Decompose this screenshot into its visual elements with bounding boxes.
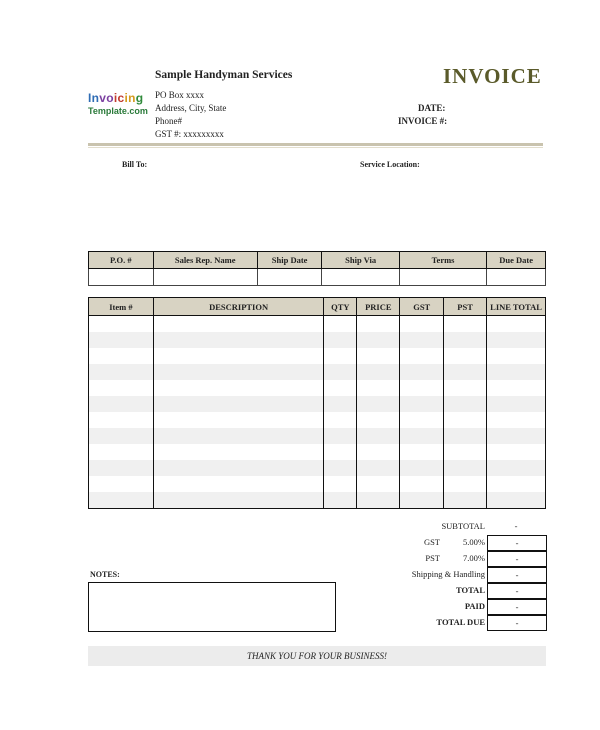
date-label: DATE: — [418, 103, 446, 113]
table-row — [89, 444, 546, 460]
item-number-cell[interactable] — [89, 364, 154, 380]
table-row — [89, 364, 546, 380]
description-cell[interactable] — [153, 380, 324, 396]
notes-field[interactable] — [88, 582, 336, 632]
header-divider — [88, 143, 543, 146]
price-cell[interactable] — [357, 316, 400, 333]
gst-cell[interactable] — [400, 428, 444, 444]
price-header: PRICE — [357, 298, 400, 316]
subtotal-value: - — [514, 521, 518, 531]
pst-cell[interactable] — [444, 412, 487, 428]
pst-rate: 7.00% — [463, 553, 485, 563]
thank-you-banner: THANK YOU FOR YOUR BUSINESS! — [88, 646, 546, 666]
company-name: Sample Handyman Services — [155, 69, 293, 81]
price-cell[interactable] — [357, 412, 400, 428]
terms-cell[interactable] — [399, 269, 486, 286]
ship-date-header: Ship Date — [257, 252, 322, 269]
table-row — [89, 428, 546, 444]
line-total-cell[interactable] — [487, 364, 546, 380]
table-row — [89, 348, 546, 364]
qty-cell[interactable] — [324, 380, 357, 396]
address-line: GST #: xxxxxxxxx — [155, 129, 224, 139]
total-due-value: - — [487, 615, 547, 631]
qty-header: QTY — [324, 298, 357, 316]
qty-cell[interactable] — [324, 396, 357, 412]
qty-cell[interactable] — [324, 412, 357, 428]
paid-value[interactable]: - — [487, 599, 547, 615]
total-value: - — [487, 583, 547, 599]
line-total-cell[interactable] — [487, 460, 546, 476]
ship-via-cell[interactable] — [322, 269, 399, 286]
gst-cell[interactable] — [400, 492, 444, 509]
due-date-cell[interactable] — [487, 269, 546, 286]
description-cell[interactable] — [153, 316, 324, 333]
item-number-cell[interactable] — [89, 332, 154, 348]
price-cell[interactable] — [357, 476, 400, 492]
table-row — [89, 460, 546, 476]
qty-cell[interactable] — [324, 460, 357, 476]
description-cell[interactable] — [153, 476, 324, 492]
table-row — [89, 412, 546, 428]
item-number-cell[interactable] — [89, 476, 154, 492]
pst-cell[interactable] — [444, 444, 487, 460]
gst-cell[interactable] — [400, 364, 444, 380]
address-line: PO Box xxxx — [155, 90, 205, 100]
item-number-cell[interactable] — [89, 460, 154, 476]
line-total-cell[interactable] — [487, 316, 546, 333]
pst-cell[interactable] — [444, 332, 487, 348]
item-number-cell[interactable] — [89, 348, 154, 364]
table-row — [89, 316, 546, 333]
line-items-table — [88, 297, 546, 509]
table-row — [89, 476, 546, 492]
paid-label: PAID — [464, 601, 485, 611]
item-number-cell[interactable] — [89, 492, 154, 509]
line-total-cell[interactable] — [487, 380, 546, 396]
description-cell[interactable] — [153, 396, 324, 412]
gst-cell[interactable] — [400, 444, 444, 460]
sales-rep-cell[interactable] — [153, 269, 257, 286]
item-number-cell[interactable] — [89, 444, 154, 460]
item-number-cell[interactable] — [89, 316, 154, 333]
line-total-cell[interactable] — [487, 428, 546, 444]
notes-label: NOTES: — [90, 570, 120, 579]
qty-cell[interactable] — [324, 428, 357, 444]
pst-cell[interactable] — [444, 396, 487, 412]
gst-value[interactable]: - — [487, 535, 547, 551]
pst-cell[interactable] — [444, 348, 487, 364]
qty-cell[interactable] — [324, 332, 357, 348]
sales-rep-header: Sales Rep. Name — [153, 252, 257, 269]
price-cell[interactable] — [357, 444, 400, 460]
description-cell[interactable] — [153, 444, 324, 460]
line-total-cell[interactable] — [487, 412, 546, 428]
pst-header: PST — [444, 298, 487, 316]
subtotal-label: SUBTOTAL — [441, 521, 485, 531]
bill-to-label: Bill To: — [122, 160, 148, 169]
gst-cell[interactable] — [400, 316, 444, 333]
gst-label: GST — [423, 537, 440, 547]
pst-cell[interactable] — [444, 380, 487, 396]
gst-cell[interactable] — [400, 476, 444, 492]
logo-line-1: Invoicing — [88, 91, 144, 105]
qty-cell[interactable] — [324, 348, 357, 364]
line-total-cell[interactable] — [487, 444, 546, 460]
due-date-header: Due Date — [487, 252, 546, 269]
qty-cell[interactable] — [324, 476, 357, 492]
description-cell[interactable] — [153, 492, 324, 509]
item-number-cell[interactable] — [89, 380, 154, 396]
qty-cell[interactable] — [324, 364, 357, 380]
line-total-cell[interactable] — [487, 396, 546, 412]
order-info-table — [88, 251, 546, 286]
terms-header: Terms — [399, 252, 486, 269]
po-number-header: P.O. # — [89, 252, 154, 269]
item-number-header: Item # — [89, 298, 154, 316]
price-cell[interactable] — [357, 348, 400, 364]
ship-via-header: Ship Via — [322, 252, 399, 269]
pst-cell[interactable] — [444, 364, 487, 380]
price-cell[interactable] — [357, 492, 400, 509]
pst-value[interactable]: - — [487, 551, 547, 567]
service-location-label: Service Location: — [360, 160, 420, 169]
pst-cell[interactable] — [444, 316, 487, 333]
address-line: Address, City, State — [155, 103, 227, 113]
description-cell[interactable] — [153, 332, 324, 348]
gst-cell[interactable] — [400, 332, 444, 348]
description-cell[interactable] — [153, 412, 324, 428]
description-cell[interactable] — [153, 428, 324, 444]
pst-cell[interactable] — [444, 460, 487, 476]
qty-cell[interactable] — [324, 316, 357, 333]
price-cell[interactable] — [357, 380, 400, 396]
table-row — [89, 492, 546, 509]
shipping-label: Shipping & Handling — [411, 569, 485, 579]
qty-cell[interactable] — [324, 444, 357, 460]
price-cell[interactable] — [357, 460, 400, 476]
gst-header: GST — [400, 298, 444, 316]
gst-cell[interactable] — [400, 460, 444, 476]
invoice-title: INVOICE — [443, 64, 542, 88]
description-cell[interactable] — [153, 364, 324, 380]
qty-cell[interactable] — [324, 492, 357, 509]
price-cell[interactable] — [357, 396, 400, 412]
description-cell[interactable] — [153, 460, 324, 476]
total-due-label: TOTAL DUE — [436, 617, 485, 627]
table-row — [89, 380, 546, 396]
pst-cell[interactable] — [444, 476, 487, 492]
shipping-value[interactable]: - — [487, 567, 547, 583]
item-number-cell[interactable] — [89, 412, 154, 428]
gst-cell[interactable] — [400, 348, 444, 364]
pst-label: PST — [425, 553, 440, 563]
gst-cell[interactable] — [400, 380, 444, 396]
line-total-cell[interactable] — [487, 476, 546, 492]
item-number-cell[interactable] — [89, 396, 154, 412]
table-row — [89, 332, 546, 348]
pst-cell[interactable] — [444, 492, 487, 509]
gst-rate: 5.00% — [463, 537, 485, 547]
item-number-cell[interactable] — [89, 428, 154, 444]
line-total-cell[interactable] — [487, 332, 546, 348]
invoicing-template-logo — [88, 92, 148, 118]
price-cell[interactable] — [357, 332, 400, 348]
pst-cell[interactable] — [444, 428, 487, 444]
gst-cell[interactable] — [400, 412, 444, 428]
header-divider-line — [88, 147, 543, 148]
price-cell[interactable] — [357, 364, 400, 380]
address-line: Phone# — [155, 116, 182, 126]
po-number-cell[interactable] — [89, 269, 154, 286]
logo-line-2: Template.com — [88, 106, 148, 116]
description-header: DESCRIPTION — [153, 298, 324, 316]
line-total-cell[interactable] — [487, 492, 546, 509]
line-total-cell[interactable] — [487, 348, 546, 364]
gst-cell[interactable] — [400, 396, 444, 412]
price-cell[interactable] — [357, 428, 400, 444]
line-total-header: LINE TOTAL — [487, 298, 546, 316]
table-row — [89, 396, 546, 412]
invoice-number-label: INVOICE #: — [398, 116, 448, 126]
ship-date-cell[interactable] — [257, 269, 322, 286]
total-label: TOTAL — [456, 585, 485, 595]
description-cell[interactable] — [153, 348, 324, 364]
